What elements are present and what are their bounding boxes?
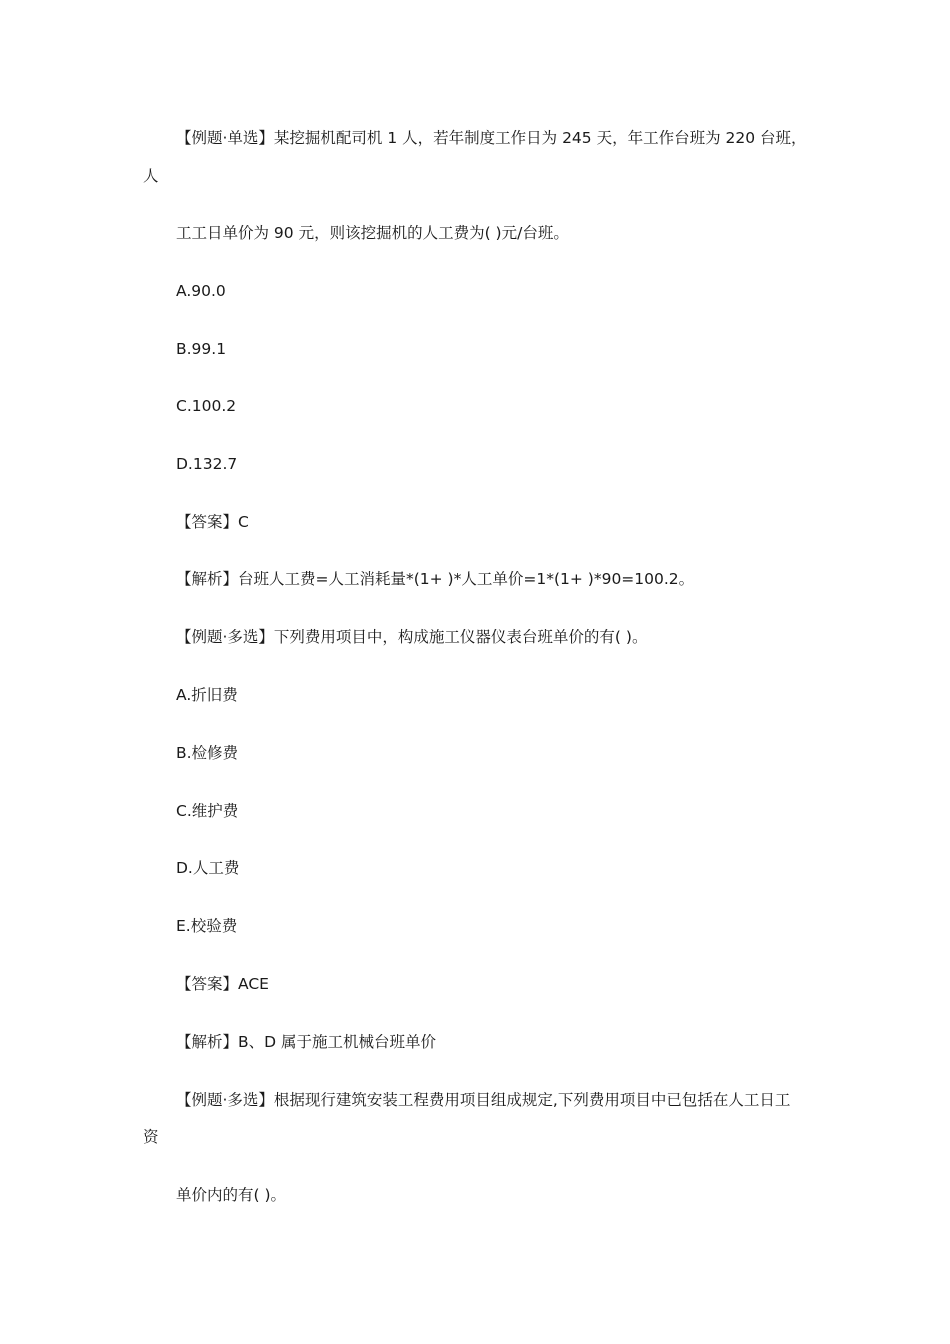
q1-stem-wrap: 人 (143, 167, 159, 185)
q2-option-b: B.检修费 (176, 744, 239, 762)
q2-answer: 【答案】ACE (176, 975, 269, 993)
q2-option-e: E.校验费 (176, 917, 238, 935)
q2-option-a: A.折旧费 (176, 686, 238, 704)
q2-stem: 【例题·多选】下列费用项目中，构成施工仪器仪表台班单价的有( )。 (176, 628, 648, 646)
q2-option-d: D.人工费 (176, 859, 240, 877)
q3-stem-wrap: 资 (143, 1128, 159, 1146)
q1-stem-line1: 【例题·单选】某挖掘机配司机 1 人，若年制度工作日为 245 天，年工作台班为 220 台班， (176, 129, 807, 147)
q1-option-d: D.132.7 (176, 455, 238, 473)
q1-option-c: C.100.2 (176, 397, 237, 415)
q3-stem-line2: 单价内的有( )。 (176, 1186, 287, 1204)
q1-stem-line2: 工工日单价为 90 元，则该挖掘机的人工费为( )元/台班。 (176, 224, 569, 242)
q2-option-c: C.维护费 (176, 802, 239, 820)
q1-analysis: 【解析】台班人工费=人工消耗量*(1+ )*人工单价=1*(1+ )*90=100.2。 (176, 570, 695, 588)
q3-stem-line1: 【例题·多选】根据现行建筑安装工程费用项目组成规定,下列费用项目中已包括在人工日工 (176, 1091, 791, 1109)
q2-analysis: 【解析】B、D 属于施工机械台班单价 (176, 1033, 436, 1051)
q1-option-b: B.99.1 (176, 340, 227, 358)
q1-option-a: A.90.0 (176, 282, 226, 300)
q1-answer: 【答案】C (176, 513, 249, 531)
